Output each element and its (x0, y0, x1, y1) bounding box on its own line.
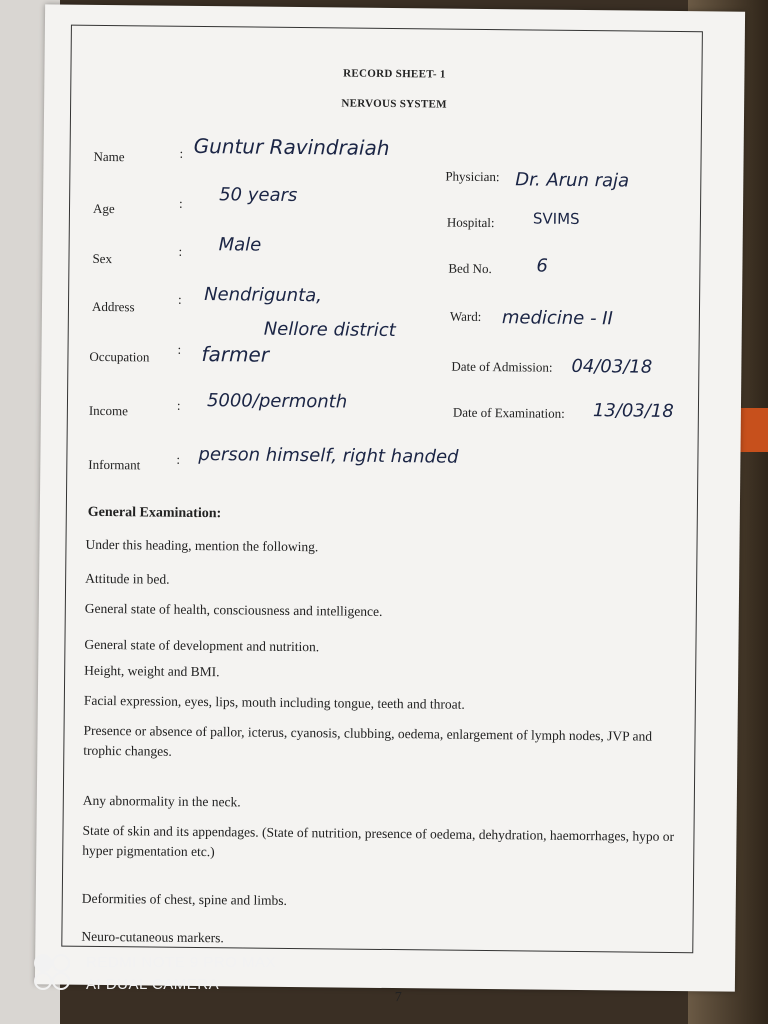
sheet-subtitle: NERVOUS SYSTEM (341, 97, 447, 111)
occupation-label: Occupation (89, 348, 150, 365)
exam-item: Facial expression, eyes, lips, mouth including tongue, teeth and throat. (83, 692, 465, 712)
address-colon: : (177, 291, 182, 307)
occupation-colon: : (177, 341, 182, 357)
informant-value: person himself, right handed (198, 443, 459, 468)
address-value-line1: Nendrigunta, (204, 284, 323, 307)
hospital-value: SVIMS (532, 209, 580, 228)
exam-item: Neuro-cutaneous markers. (81, 928, 224, 946)
income-colon: : (176, 397, 181, 413)
address-label: Address (91, 298, 135, 315)
ward-label: Ward: (449, 308, 482, 324)
age-label: Age (92, 200, 115, 217)
exam-item: General state of health, consciousness and intelligence. (84, 600, 383, 619)
informant-label: Informant (88, 456, 141, 473)
exam-item: Deformities of chest, spine and limbs. (81, 890, 287, 908)
income-label: Income (88, 402, 128, 419)
date-examination-value: 13/03/18 (592, 400, 674, 422)
occupation-value: farmer (201, 342, 270, 367)
informant-colon: : (176, 451, 181, 467)
watermark-line1: REDMI NOTE 9 PRO MAX (86, 954, 277, 971)
date-admission-label: Date of Admission: (451, 358, 553, 375)
physician-label: Physician: (445, 168, 500, 185)
exam-item: State of skin and its appendages. (State of nutrition, presence of oedema, dehydration, haemorrhages, hypo or hyper pigmentation etc.) (82, 822, 675, 860)
income-value: 5000/permonth (206, 390, 348, 413)
sex-label: Sex (92, 250, 113, 267)
sex-colon: : (178, 243, 183, 259)
camera-watermark (34, 952, 276, 996)
name-value: Guntur Ravindraiah (193, 133, 390, 160)
camera-lens-icon (34, 954, 74, 994)
sex-value: Male (218, 234, 262, 256)
date-admission-value: 04/03/18 (571, 355, 653, 378)
address-value-line2: Nellore district (263, 318, 396, 342)
exam-item: Attitude in bed. (85, 570, 170, 587)
age-value: 50 years (219, 184, 298, 207)
sheet-title: RECORD SHEET- 1 (343, 67, 446, 81)
age-colon: : (178, 195, 183, 211)
watermark-line2: AI DUAL CAMERA (86, 976, 220, 993)
bed-no-label: Bed No. (448, 260, 492, 277)
exam-item: Presence or absence of pallor, icterus, cyanosis, clubbing, oedema, enlargement of lymph nodes, JVP and trophic changes. (83, 722, 653, 759)
exam-item: Height, weight and BMI. (84, 662, 220, 680)
page-number: 7 (394, 990, 402, 1006)
date-examination-label: Date of Examination: (452, 404, 565, 421)
name-colon: : (179, 145, 184, 161)
ward-value: medicine - II (501, 307, 613, 330)
bed-no-value: 6 (536, 255, 548, 277)
record-sheet-page (35, 4, 745, 1006)
physician-value: Dr. Arun raja (515, 169, 630, 192)
exam-item: Any abnormality in the neck. (82, 792, 241, 810)
name-label: Name (93, 148, 125, 165)
exam-item: General state of development and nutrition. (84, 636, 320, 655)
exam-item: Under this heading, mention the following. (85, 536, 319, 555)
general-examination-title: General Examination: (87, 504, 222, 522)
hospital-label: Hospital: (446, 214, 495, 231)
